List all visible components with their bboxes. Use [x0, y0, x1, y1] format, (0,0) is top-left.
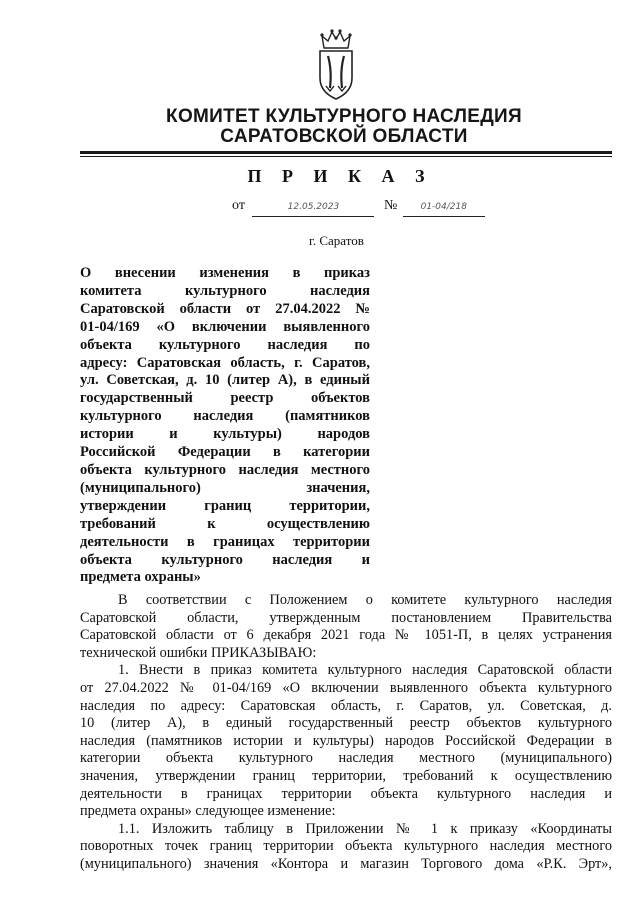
- subject-line: 01-04/169 «О включении выявленного: [80, 318, 370, 335]
- body-line: 1. Внести в приказ комитета культурного наследия Саратовской области: [118, 662, 612, 679]
- body-line: деятельности в границах территории объекта культурного наследия и: [80, 785, 612, 802]
- subject-line: комитета культурного наследия: [80, 282, 370, 299]
- number-prefix: №: [383, 198, 398, 213]
- body-line: категории объекта культурного наследия местного (муниципального): [80, 750, 612, 767]
- subject-line: ул. Советская, д. 10 (литер А), в единый: [80, 372, 370, 389]
- body-line: Саратовской области от 6 декабря 2021 года № 1051-П, в целях устранения: [80, 627, 612, 644]
- order-title: П Р И К А З: [247, 166, 433, 186]
- subject-line: объекта культурного наследия по: [80, 336, 370, 353]
- order-date-number-line: [232, 198, 485, 217]
- date-prefix: от: [232, 198, 245, 213]
- subject-line: утверждении границ территории,: [80, 497, 370, 514]
- body-line: значения, утверждении границ территории, требований к осуществлению: [80, 767, 612, 784]
- order-date-handwritten: 12.05.2023: [252, 202, 374, 217]
- subject-line: (муниципального) значения,: [80, 479, 370, 496]
- body-line: 10 (литер А), в единый государственный реестр объектов культурного: [80, 715, 612, 732]
- body-line: наследия по адресу: Саратовская область, г. Саратов, ул. Советская, д.: [80, 697, 612, 714]
- body-line: Саратовской области, утвержденным постановлением Правительства: [80, 609, 612, 626]
- subject-line: объекта культурного наследия и: [80, 551, 370, 568]
- subject-line: О внесении изменения в приказ: [80, 265, 370, 281]
- subject-line: адресу: Саратовская область, г. Саратов,: [80, 354, 370, 371]
- subject-line: объекта культурного наследия местного: [80, 461, 370, 478]
- saratov-coat-of-arms-icon: [313, 28, 359, 102]
- body-line: (муниципального) значения «Контора и магазин Торгового дома «Р.К. Эрт»,: [80, 855, 612, 872]
- body-line: 1.1. Изложить таблицу в Приложении № 1 к приказу «Координаты: [118, 820, 612, 837]
- org-name-line2: САРАТОВСКОЙ ОБЛАСТИ: [220, 126, 468, 147]
- order-body: [80, 592, 612, 874]
- subject-line: государственный реестр объектов: [80, 390, 370, 407]
- subject-line: деятельности в границах территории: [80, 533, 370, 550]
- subject-line: Саратовской области от 27.04.2022 №: [80, 300, 370, 317]
- body-line: наследия (памятников истории и культуры) народов Российской Федерации в: [80, 732, 612, 749]
- subject-line: истории и культуры) народов: [80, 426, 370, 443]
- order-city: г. Саратов: [309, 233, 364, 248]
- header-divider-thin: [80, 156, 612, 157]
- subject-line: требований к осуществлению: [80, 515, 370, 532]
- body-line: В соответствии с Положением о комитете культурного наследия: [118, 592, 612, 608]
- order-number-handwritten: 01-04/218: [403, 202, 485, 217]
- header-divider-thick: [80, 151, 612, 154]
- subject-line: предмета охраны»: [80, 569, 201, 586]
- subject-line: культурного наследия (памятников: [80, 408, 370, 425]
- body-line: поворотных точек границ территории объекта культурного наследия местного: [80, 838, 612, 855]
- body-line: технической ошибки ПРИКАЗЫВАЮ:: [80, 644, 317, 661]
- body-line: от 27.04.2022 № 01-04/169 «О включении выявленного объекта культурного: [80, 679, 612, 696]
- subject-line: Российской Федерации в категории: [80, 444, 370, 461]
- org-name-line1: КОМИТЕТ КУЛЬТУРНОГО НАСЛЕДИЯ: [166, 106, 522, 127]
- order-subject: [80, 265, 370, 587]
- body-line: предмета охраны» следующее изменение:: [80, 803, 336, 820]
